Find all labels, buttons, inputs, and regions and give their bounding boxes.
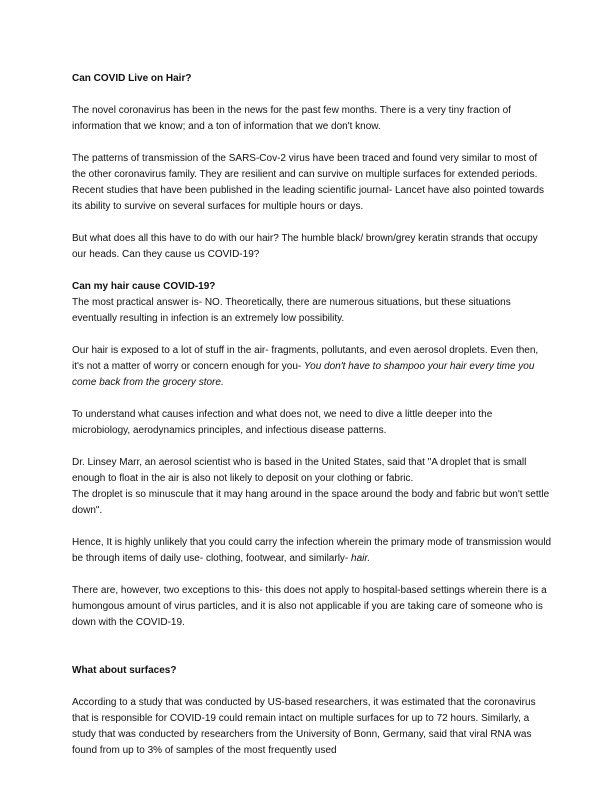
exposure-paragraph bbox=[72, 343, 552, 391]
document-page bbox=[72, 71, 552, 759]
hence-italic-text: hair. bbox=[351, 553, 371, 564]
understand-paragraph: To understand what causes infection and what does not, we need to dive a little deeper into the microbiology, aerodynamics principles, and infectious disease patterns. bbox=[72, 409, 493, 436]
document-title: Can COVID Live on Hair? bbox=[72, 73, 192, 84]
hence-text: Hence, It is highly unlikely that you could carry the infection wherein the primary mode of transmission would be through items of daily use- clothing, footwear, and similarly- bbox=[72, 537, 552, 564]
transmission-paragraph: The patterns of transmission of the SARS-Cov-2 virus have been traced and found very similar to most of the other coronavirus family. They are resilient and can survive on multiple surfaces for extended periods. Recent studies that have been published in the leading scientific journal- Lancet have also pointed towards its ability to survive on several surfaces for multiple hours or days. bbox=[72, 153, 544, 212]
marr-quote-line-1: Dr. Linsey Marr, an aerosol scientist who is based in the United States, said that "A droplet that is small enough to float in the air is also not likely to deposit on your clothing or fabric. bbox=[72, 457, 527, 484]
exceptions-paragraph: There are, however, two exceptions to this- this does not apply to hospital-based settings wherein there is a humongous amount of virus particles, and it is also not applicable if you are taking care of someone who is down with the COVID-19. bbox=[72, 585, 547, 628]
hence-paragraph bbox=[72, 535, 552, 567]
exposure-text: Our hair is exposed to a lot of stuff in the air- fragments, pollutants, and even aerosol droplets. Even then, it's not a matter of worry or concern enough for you- bbox=[72, 345, 539, 372]
exposure-italic-text: You don't have to shampoo your hair every time you come back from the grocery store. bbox=[72, 361, 535, 388]
study-paragraph: According to a study that was conducted by US-based researchers, it was estimated that the coronavirus that is responsible for COVID-19 could remain intact on multiple surfaces for up to 72 hours. Similarly, a study that was conducted by researchers from the University of Bonn, Germany, said that viral RNA was found from up to 3% of samples of the most frequently used bbox=[72, 697, 536, 756]
section-heading-hair: Can my hair cause COVID-19? bbox=[72, 281, 216, 292]
section-heading-surfaces: What about surfaces? bbox=[72, 665, 177, 676]
marr-quote-line-2: The droplet is so minuscule that it may hang around in the space around the body and fabric but won't settle down". bbox=[72, 489, 550, 516]
answer-paragraph: The most practical answer is- NO. Theoretically, there are numerous situations, but these situations eventually resulting in infection is an extremely low possibility. bbox=[72, 297, 511, 324]
intro-paragraph: The novel coronavirus has been in the news for the past few months. There is a very tiny fraction of information that we know; and a ton of information that we don't know. bbox=[72, 105, 511, 132]
hair-question-paragraph: But what does all this have to do with our hair? The humble black/ brown/grey keratin strands that occupy our heads. Can they cause us COVID-19? bbox=[72, 233, 538, 260]
